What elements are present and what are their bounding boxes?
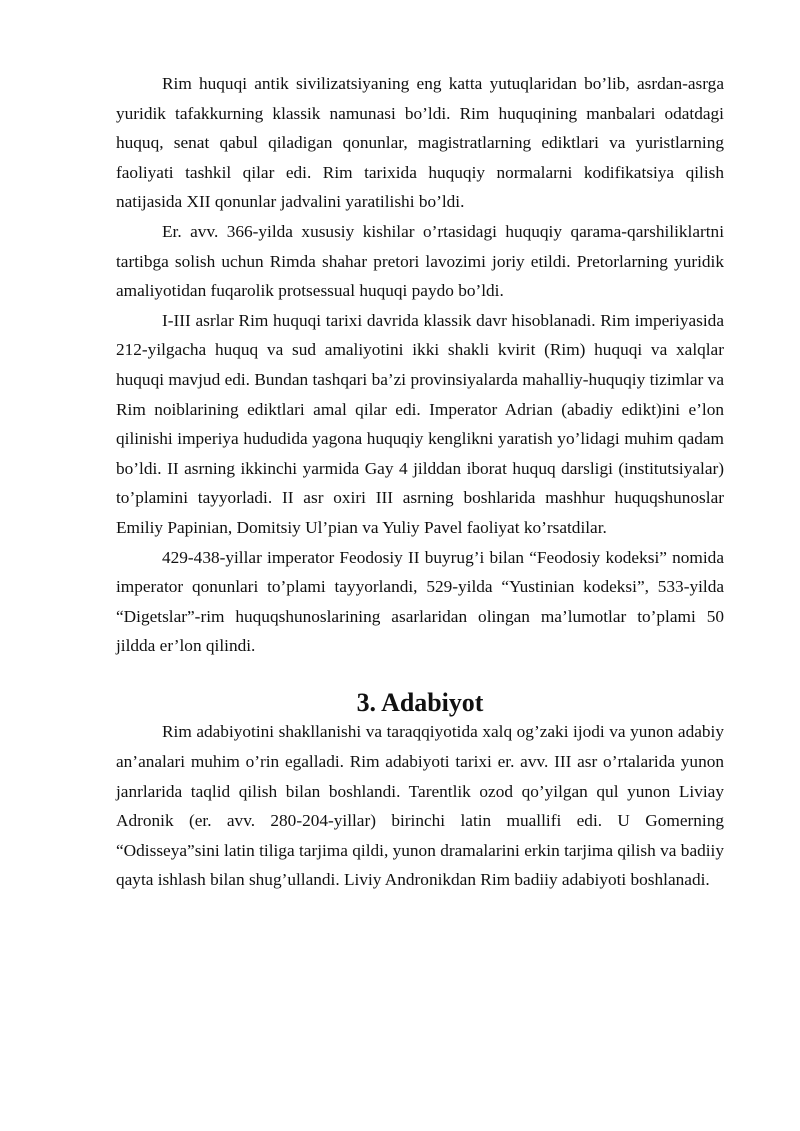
paragraph-literature-origins: Rim adabiyotini shakllanishi va taraqqiyotida xalq og’zaki ijodi va yunon adabiy an’analari muhim o’rin egalladi. Rim adabiyoti tarixi er. avv. III asr o’rtalarida yunon janrlarida taqlid qilish bilan boshlandi. Tarentlik ozod qo’yilgan qul yunon Liviay Adronik (er. avv. 280-204-yillar) birinchi latin muallifi edi. U Gomerning “Odisseya”sini latin tiliga tarjima qildi, yunon dramalarini erkin tarjima qilish va badiiy qayta ishlash bilan shug’ullandi. Liviy Andronikdan Rim badiiy adabiyoti boshlanadi. <box>116 722 724 890</box>
section-heading-literature: 3. Adabiyot <box>356 687 484 717</box>
paragraph-classical-period: I-III asrlar Rim huquqi tarixi davrida klassik davr hisoblanadi. Rim imperiyasida 212-yilgacha huquq va sud amaliyotini ikki shakli kvirit (Rim) huquqi va xalqlar huquqi mavjud edi. Bundan tashqari ba’zi provinsiyalarda mahalliy-huquqiy tizimlar va Rim noiblarining ediktlari amal qilar edi. Imperator Adrian (abadiy edikt)ini e’lon qilinishi imperiya hududida yagona huquqiy kenglikni yaratish yo’lidagi muhim qadam bo’ldi. II asrning ikkinchi yarmida Gay 4 jilddan iborat huquq darsligi (institutsiyalar) to’plamini tayyorladi. II asr oxiri III asrning boshlarida mashhur huquqshunoslar Emiliy Papinian, Domitsiy Ul’pian va Yuliy Pavel faoliyat ko’rsatdilar. <box>116 310 724 537</box>
paragraph-praetor-office: Er. avv. 366-yilda xususiy kishilar o’rtasidagi huquqiy qarama-qarshiliklartni tartibga solish uchun Rimda shahar pretori lavozimi joriy etildi. Pretorlarning yuridik amaliyotidan fuqarolik protsessual huquqi paydo bo’ldi. <box>116 221 724 301</box>
paragraph-roman-law-intro: Rim huquqi antik sivilizatsiyaning eng katta yutuqlaridan bo’lib, asrdan-asrga yuridik tafakkurning klassik namunasi bo’ldi. Rim huquqining manbalari odatdagi huquq, senat qabul qiladigan qonunlar, magistratlarning ediktlari va yuristlarning faoliyati tashkil qilar edi. Rim tarixida huquqiy normalarni kodifikatsiya qilish natijasida XII qonunlar jadvalini yaratilishi bo’ldi. <box>116 74 724 212</box>
document-page <box>116 69 724 895</box>
paragraph-codification: 429-438-yillar imperator Feodosiy II buyrug’i bilan “Feodosiy kodeksi” nomida imperator qonunlari to’plami tayyorlandi, 529-yilda “Yustinian kodeksi”, 533-yilda “Digetslar”-rim huquqshunoslarining asarlaridan olingan ma’lumotlar to’plami 50 jildda er’lon qilindi. <box>116 547 724 656</box>
